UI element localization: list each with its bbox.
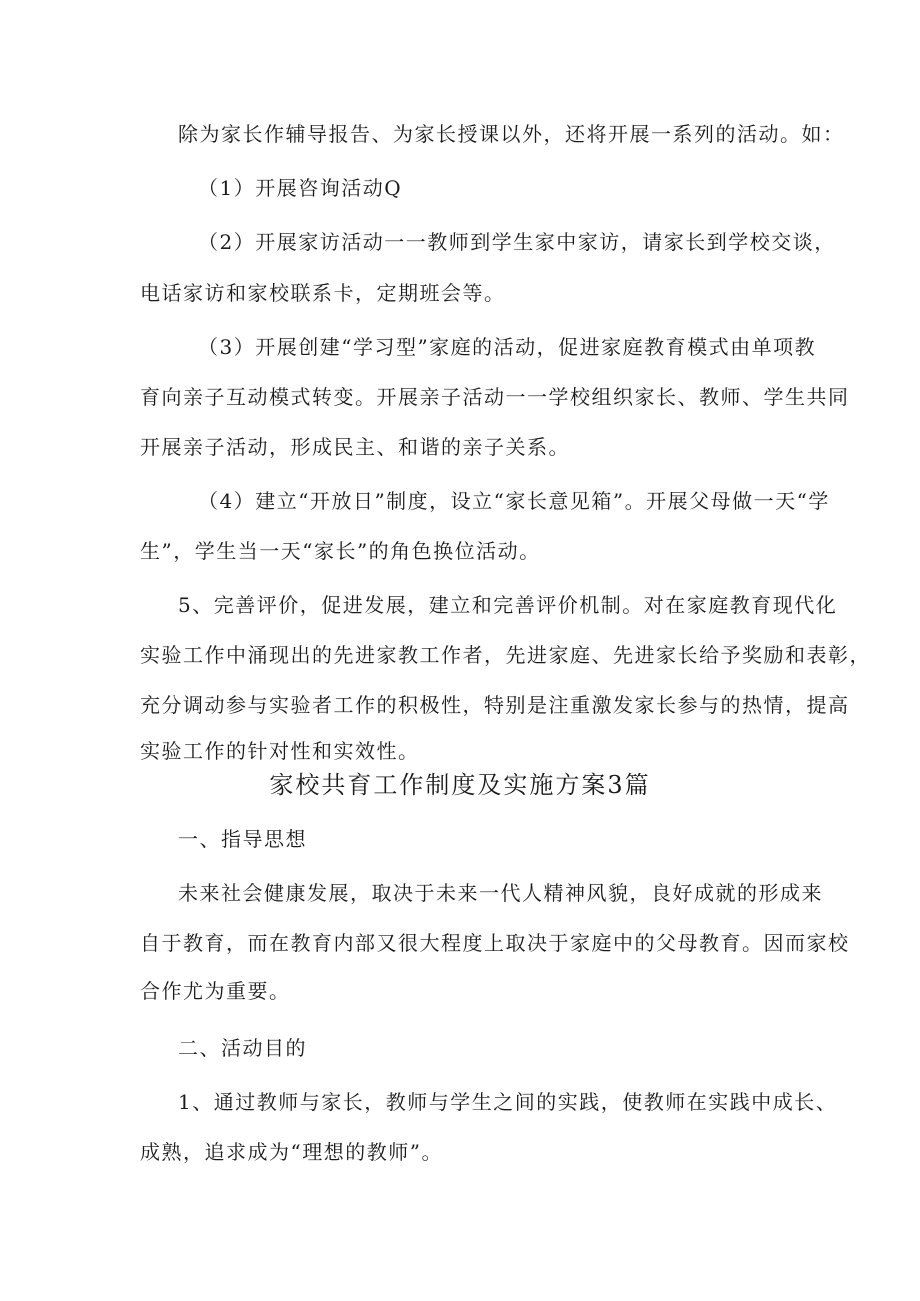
paragraph-line: 充分调动参与实验者工作的积极性，特别是注重激发家长参与的热情，提高 bbox=[140, 693, 850, 717]
section-heading: 一、指导思想 bbox=[178, 827, 307, 851]
paragraph-line: 合作尤为重要。 bbox=[140, 979, 291, 1003]
paragraph-line: 电话家访和家校联系卡，定期班会等。 bbox=[140, 281, 506, 305]
paragraph-line: 生”，学生当一天“家长”的角色换位活动。 bbox=[140, 539, 541, 563]
section-5-line: 5、完善评价，促进发展，建立和完善评价机制。对在家庭教育现代化 bbox=[178, 593, 838, 617]
list-item-2: （2）开展家访活动一一教师到学生家中家访，请家长到学校交谈， bbox=[198, 230, 836, 254]
paragraph-line: 自于教育，而在教育内部又很大程度上取决于家庭中的父母教育。因而家校 bbox=[140, 931, 850, 955]
paragraph-line: 1、通过教师与家长，教师与学生之间的实践，使教师在实践中成长、 bbox=[178, 1090, 838, 1114]
paragraph-line: 成熟，追求成为“理想的教师”。 bbox=[140, 1140, 443, 1164]
list-item-3: （3）开展创建“学习型”家庭的活动，促进家庭教育模式由单项教 bbox=[198, 335, 817, 359]
paragraph-line: 育向亲子互动模式转变。开展亲子活动一一学校组织家长、教师、学生共同 bbox=[140, 385, 850, 409]
list-item-4: （4）建立“开放日”制度，设立“家长意见箱”。开展父母做一天“学 bbox=[198, 489, 830, 513]
paragraph-line: 未来社会健康发展，取决于未来一代人精神风貌，良好成就的形成来 bbox=[178, 881, 823, 905]
list-item-1: （1）开展咨询活动Q bbox=[198, 176, 403, 200]
section-heading: 二、活动目的 bbox=[178, 1036, 307, 1060]
paragraph-line: 开展亲子活动，形成民主、和谐的亲子关系。 bbox=[140, 435, 570, 459]
paragraph-line: 除为家长作辅导报告、为家长授课以外，还将开展一系列的活动。如： bbox=[178, 122, 845, 146]
paragraph-line: 实验工作的针对性和实效性。 bbox=[140, 739, 420, 763]
document-title: 家校共育工作制度及实施方案3篇 bbox=[269, 771, 651, 799]
paragraph-line: 实验工作中涌现出的先进家教工作者，先进家庭、先进家长给予奖励和表彰， bbox=[140, 643, 871, 667]
